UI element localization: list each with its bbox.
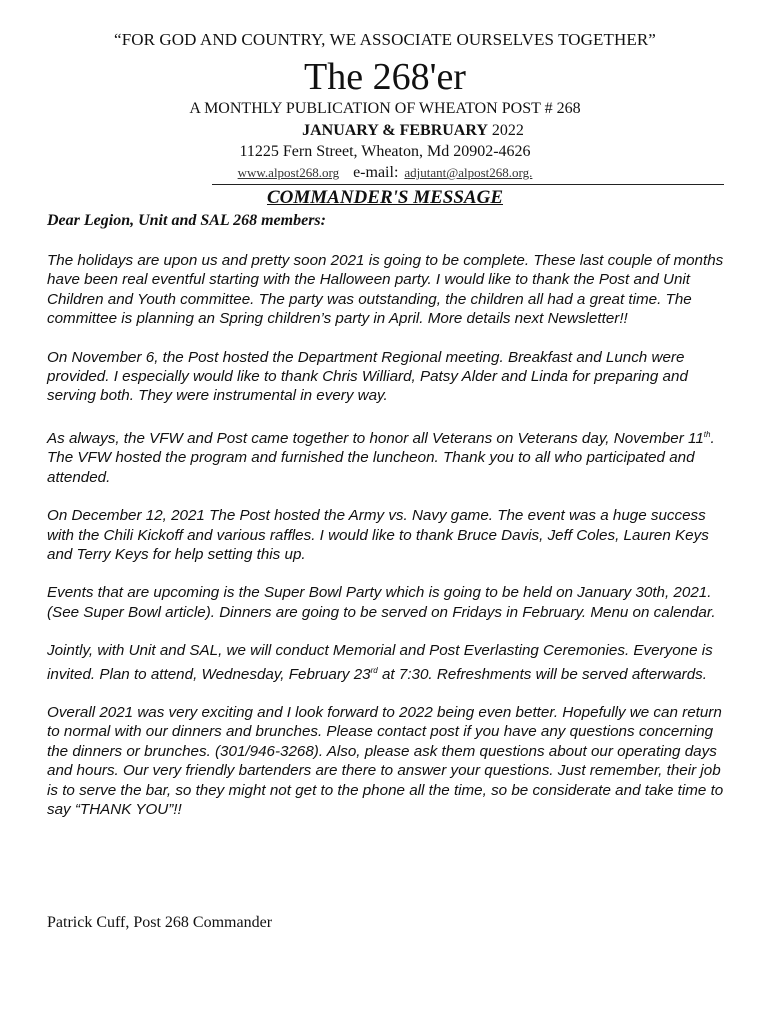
paragraph-holidays: The holidays are upon us and pretty soon 2021 is going to be complete. These last couple of months have been real eventful starting with the Halloween party. I would like to thank the Post and Unit Children and Youth committee. The party was outstanding, the children all had a great time. The committee is planning an Spring children’s party in April. More details next Newsletter!! — [47, 252, 724, 328]
salutation: Dear Legion, Unit and SAL 268 members: — [47, 212, 326, 229]
message-body — [47, 251, 727, 838]
paragraph-closing: Overall 2021 was very exciting and I look forward to 2022 being even better. Hopefully we can return to normal with our dinners and brunches. Please contact post if you have any questions concerning the dinners or brunches. (301/946-3268). Also, please ask them questions about our operating days and hours. Our very friendly bartenders are there to answer your questions. Just remember, their job is to serve the bar, so they might not get to the phone all the time, so be considerate and take time to say “THANK YOU”!! — [47, 704, 724, 819]
issue-date — [0, 122, 770, 140]
header-divider — [212, 184, 724, 185]
publication-subtitle: A MONTHLY PUBLICATION OF WHEATON POST # 268 — [189, 100, 581, 117]
paragraph-upcoming-events: Events that are upcoming is the Super Bowl Party which is going to be held on January 30th, 2021. (See Super Bowl article). Dinners are going to be served on Fridays in February. Menu on calendar. — [47, 584, 716, 621]
newsletter-title: The 268'er — [304, 56, 466, 98]
paragraph-army-navy: On December 12, 2021 The Post hosted the Army vs. Navy game. The event was a huge success with the Chili Kickoff and various raffles. I would like to thank Bruce Davis, Jeff Coles, Lauren Keys and Terry Keys for help setting this up. — [47, 507, 709, 563]
website-link[interactable]: www.alpost268.org — [237, 165, 340, 180]
paragraph-veterans-day — [47, 425, 727, 487]
veterans-day-suffix: th — [703, 429, 711, 439]
ceremonies-text: Jointly, with Unit and SAL, we will conduct Memorial and Post Everlasting Ceremonies. Everyone is invited. Plan to attend, Wednesday, February 23 — [47, 642, 713, 683]
issue-months: JANUARY & FEBRUARY — [302, 122, 488, 139]
veterans-day-text-cont: . The VFW hosted the program and furnished the luncheon. Thank you to all who participated and attended. — [47, 429, 715, 486]
email-label: e-mail: — [353, 164, 399, 181]
ceremonies-text-cont: at 7:30. Refreshments will be served afterwards. — [377, 665, 707, 683]
ceremonies-date-suffix: rd — [370, 665, 378, 675]
paragraph-ceremonies — [47, 641, 727, 684]
signature: Patrick Cuff, Post 268 Commander — [47, 914, 273, 931]
motto: “FOR GOD AND COUNTRY, WE ASSOCIATE OURSELVES TOGETHER” — [114, 30, 656, 49]
section-heading: COMMANDER'S MESSAGE — [266, 187, 503, 208]
issue-year: 2022 — [487, 122, 524, 139]
contact-line — [0, 164, 770, 182]
veterans-day-text: As always, the VFW and Post came together to honor all Veterans on Veterans day, November 11 — [47, 429, 704, 447]
paragraph-regional-meeting: On November 6, the Post hosted the Department Regional meeting. Breakfast and Lunch were provided. I especially would like to thank Chris Williard, Patsy Alder and Linda for preparing and serving both. They were instrumental in every way. — [47, 348, 688, 405]
email-link[interactable]: adjutant@alpost268.org. — [404, 165, 533, 180]
post-address: 11225 Fern Street, Wheaton, Md 20902-4626 — [239, 143, 531, 160]
